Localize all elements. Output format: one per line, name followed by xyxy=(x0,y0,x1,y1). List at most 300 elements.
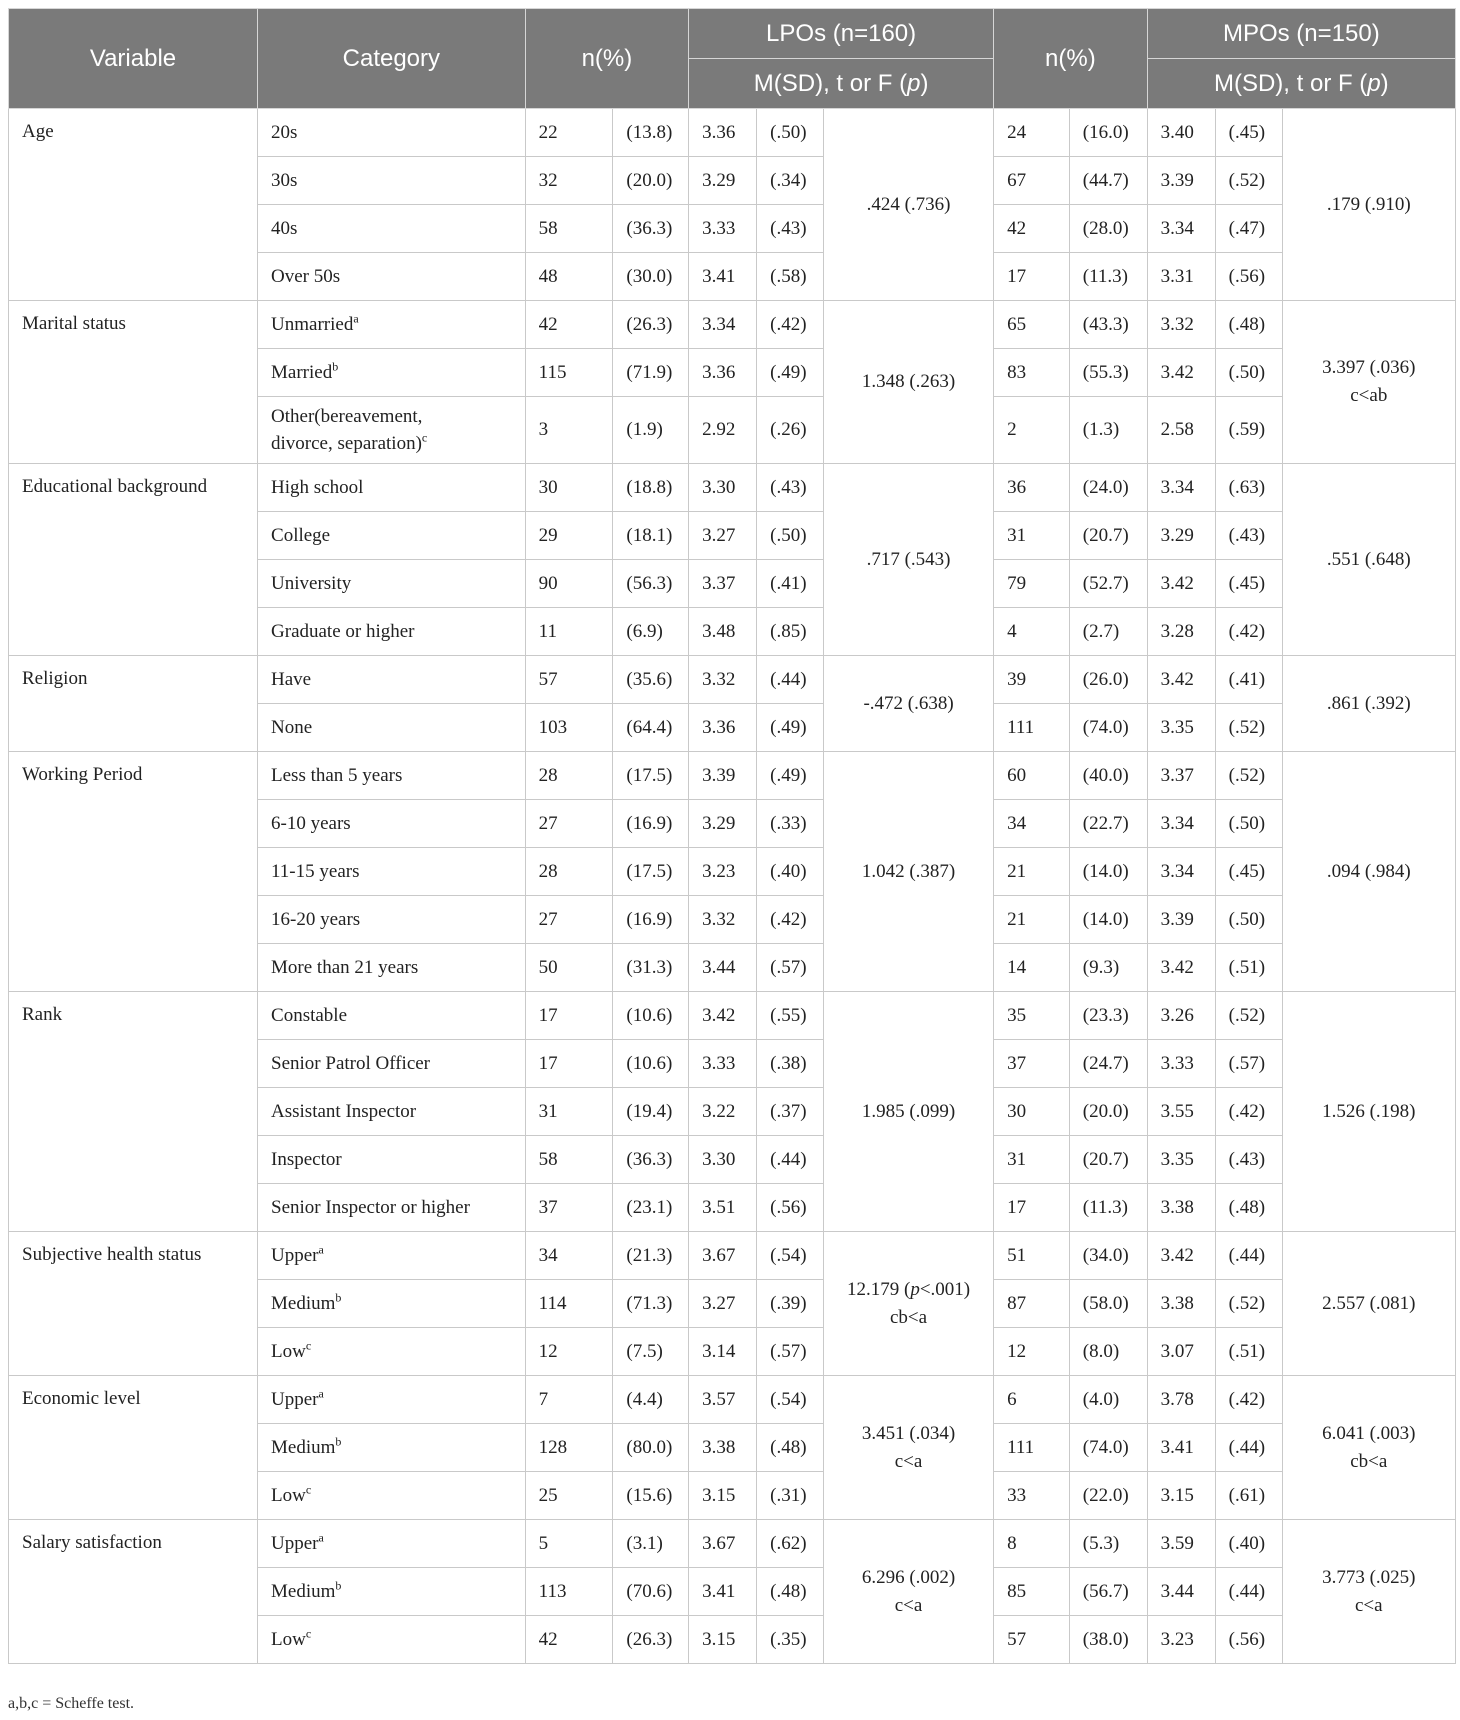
lpo-pct: (21.3) xyxy=(613,1232,689,1280)
mpo-n: 17 xyxy=(994,1184,1070,1232)
lpo-mean: 3.39 xyxy=(689,752,757,800)
mpo-test-stat-value: .861 (.392) xyxy=(1326,692,1411,714)
lpo-mean: 3.37 xyxy=(689,560,757,608)
mpo-mean: 3.15 xyxy=(1147,1472,1215,1520)
lpo-pct: (7.5) xyxy=(613,1328,689,1376)
category-text: Medium xyxy=(271,1436,336,1458)
category-text: 20s xyxy=(271,121,298,143)
mpo-sd: (.48) xyxy=(1215,1184,1282,1232)
lpo-pct: (17.5) xyxy=(613,752,689,800)
category-label xyxy=(258,349,526,397)
category-label xyxy=(258,1136,526,1184)
scheffe-group-marker: b xyxy=(332,359,339,374)
category-label xyxy=(258,1040,526,1088)
mpo-pct: (74.0) xyxy=(1069,1424,1147,1472)
mpo-pct: (52.7) xyxy=(1069,560,1147,608)
category-label xyxy=(258,1568,526,1616)
mpo-mean: 3.42 xyxy=(1147,560,1215,608)
category-text: Upper xyxy=(271,1532,319,1554)
mpo-n: 33 xyxy=(994,1472,1070,1520)
mpo-test-stat xyxy=(1282,464,1455,656)
lpo-n: 37 xyxy=(525,1184,613,1232)
lpo-sd: (.48) xyxy=(757,1568,824,1616)
lpo-sd: (.50) xyxy=(757,109,824,157)
variable-name: Rank xyxy=(9,992,258,1232)
mpo-n: 65 xyxy=(994,301,1070,349)
lpo-pct: (36.3) xyxy=(613,1136,689,1184)
lpo-pct: (18.1) xyxy=(613,512,689,560)
mpo-n: 6 xyxy=(994,1376,1070,1424)
lpo-sd: (.49) xyxy=(757,704,824,752)
table-row xyxy=(9,992,1456,1040)
lpo-sd: (.54) xyxy=(757,1232,824,1280)
lpo-test-stat xyxy=(824,656,994,752)
category-text: None xyxy=(271,716,313,738)
header-lpo-stat: M(SD), t or F (p) xyxy=(689,59,994,109)
lpo-sd: (.49) xyxy=(757,349,824,397)
lpo-sd: (.48) xyxy=(757,1424,824,1472)
lpo-sd: (.33) xyxy=(757,800,824,848)
mpo-test-stat-value: .179 (.910) xyxy=(1326,193,1411,215)
mpo-sd: (.50) xyxy=(1215,800,1282,848)
lpo-test-stat-value: .717 (.543) xyxy=(866,548,951,570)
lpo-sd: (.44) xyxy=(757,1136,824,1184)
mpo-pct: (58.0) xyxy=(1069,1280,1147,1328)
category-text: Less than 5 years xyxy=(271,764,403,786)
lpo-sd: (.41) xyxy=(757,560,824,608)
category-text: 30s xyxy=(271,169,298,191)
category-text: Senior Inspector or higher xyxy=(271,1196,470,1218)
category-text: 16-20 years xyxy=(271,908,361,930)
mpo-pct: (11.3) xyxy=(1069,253,1147,301)
table-row xyxy=(9,301,1456,349)
variable-name: Religion xyxy=(9,656,258,752)
mpo-n: 37 xyxy=(994,1040,1070,1088)
header-variable: Variable xyxy=(9,9,258,109)
mpo-mean: 3.38 xyxy=(1147,1184,1215,1232)
lpo-pct: (10.6) xyxy=(613,1040,689,1088)
lpo-mean: 3.33 xyxy=(689,205,757,253)
mpo-n: 39 xyxy=(994,656,1070,704)
variable-name: Salary satisfaction xyxy=(9,1520,258,1664)
mpo-sd: (.61) xyxy=(1215,1472,1282,1520)
category-text: 6-10 years xyxy=(271,812,351,834)
mpo-n: 111 xyxy=(994,1424,1070,1472)
mpo-mean: 3.42 xyxy=(1147,944,1215,992)
scheffe-group-marker: b xyxy=(335,1434,342,1449)
category-text: Medium xyxy=(271,1580,336,1602)
lpo-sd: (.42) xyxy=(757,301,824,349)
lpo-sd: (.34) xyxy=(757,157,824,205)
mpo-mean: 3.35 xyxy=(1147,704,1215,752)
mpo-pct: (44.7) xyxy=(1069,157,1147,205)
category-text: Over 50s xyxy=(271,265,341,287)
mpo-n: 21 xyxy=(994,848,1070,896)
table-container xyxy=(8,8,1456,1664)
scheffe-group-marker: a xyxy=(318,1242,324,1257)
category-text: Have xyxy=(271,668,312,690)
mpo-test-stat xyxy=(1282,752,1455,992)
lpo-test-stat xyxy=(824,992,994,1232)
lpo-sd: (.85) xyxy=(757,608,824,656)
category-label xyxy=(258,1232,526,1280)
mpo-n: 83 xyxy=(994,349,1070,397)
lpo-mean: 3.36 xyxy=(689,704,757,752)
category-label xyxy=(258,301,526,349)
lpo-n: 114 xyxy=(525,1280,613,1328)
lpo-pct: (10.6) xyxy=(613,992,689,1040)
lpo-n: 58 xyxy=(525,1136,613,1184)
lpo-test-stat-value: 1.042 (.387) xyxy=(861,860,956,882)
mpo-sd: (.48) xyxy=(1215,301,1282,349)
mpo-pct: (22.0) xyxy=(1069,1472,1147,1520)
mpo-sd: (.47) xyxy=(1215,205,1282,253)
lpo-pct: (16.9) xyxy=(613,896,689,944)
lpo-test-stat-value: 12.179 (p<.001) xyxy=(846,1278,971,1300)
table-row xyxy=(9,1520,1456,1568)
category-label xyxy=(258,800,526,848)
mpo-pct: (43.3) xyxy=(1069,301,1147,349)
lpo-mean: 3.27 xyxy=(689,512,757,560)
lpo-n: 31 xyxy=(525,1088,613,1136)
header-category: Category xyxy=(258,9,526,109)
mpo-sd: (.44) xyxy=(1215,1568,1282,1616)
lpo-test-stat xyxy=(824,1520,994,1664)
category-text: Inspector xyxy=(271,1148,342,1170)
mpo-pct: (20.7) xyxy=(1069,1136,1147,1184)
lpo-test-stat xyxy=(824,752,994,992)
mpo-mean: 3.31 xyxy=(1147,253,1215,301)
mpo-sd: (.63) xyxy=(1215,464,1282,512)
lpo-pct: (3.1) xyxy=(613,1520,689,1568)
lpo-pct: (26.3) xyxy=(613,1616,689,1664)
mpo-sd: (.43) xyxy=(1215,1136,1282,1184)
lpo-n: 27 xyxy=(525,800,613,848)
mpo-mean: 3.37 xyxy=(1147,752,1215,800)
lpo-sd: (.35) xyxy=(757,1616,824,1664)
lpo-mean: 3.36 xyxy=(689,109,757,157)
category-label xyxy=(258,560,526,608)
mpo-test-stat-posthoc: cb<a xyxy=(1350,1450,1388,1472)
lpo-n: 29 xyxy=(525,512,613,560)
mpo-mean: 3.32 xyxy=(1147,301,1215,349)
lpo-pct: (30.0) xyxy=(613,253,689,301)
lpo-pct: (56.3) xyxy=(613,560,689,608)
lpo-test-stat xyxy=(824,301,994,464)
lpo-n: 58 xyxy=(525,205,613,253)
footnote: a,b,c = Scheffe test. xyxy=(8,1695,135,1712)
mpo-pct: (14.0) xyxy=(1069,848,1147,896)
mpo-n: 2 xyxy=(994,397,1070,464)
mpo-test-stat xyxy=(1282,1376,1455,1520)
lpo-pct: (15.6) xyxy=(613,1472,689,1520)
mpo-pct: (28.0) xyxy=(1069,205,1147,253)
mpo-mean: 3.55 xyxy=(1147,1088,1215,1136)
lpo-n: 5 xyxy=(525,1520,613,1568)
category-label xyxy=(258,205,526,253)
mpo-pct: (56.7) xyxy=(1069,1568,1147,1616)
mpo-test-stat xyxy=(1282,1232,1455,1376)
lpo-mean: 3.41 xyxy=(689,1568,757,1616)
lpo-test-stat-value: 3.451 (.034) xyxy=(861,1422,956,1444)
lpo-sd: (.43) xyxy=(757,205,824,253)
lpo-n: 28 xyxy=(525,752,613,800)
header-mpo-n-pct: n(%) xyxy=(994,9,1148,109)
category-text-line2: divorce, separation) xyxy=(271,433,422,454)
mpo-sd: (.51) xyxy=(1215,1328,1282,1376)
mpo-n: 17 xyxy=(994,253,1070,301)
lpo-n: 28 xyxy=(525,848,613,896)
lpo-mean: 3.32 xyxy=(689,896,757,944)
mpo-mean: 3.29 xyxy=(1147,512,1215,560)
lpo-pct: (71.9) xyxy=(613,349,689,397)
lpo-sd: (.58) xyxy=(757,253,824,301)
lpo-n: 30 xyxy=(525,464,613,512)
mpo-n: 30 xyxy=(994,1088,1070,1136)
mpo-sd: (.45) xyxy=(1215,109,1282,157)
mpo-sd: (.56) xyxy=(1215,1616,1282,1664)
mpo-test-stat-posthoc: c<ab xyxy=(1350,385,1388,406)
lpo-pct: (26.3) xyxy=(613,301,689,349)
category-text: Upper xyxy=(271,1244,319,1266)
mpo-n: 35 xyxy=(994,992,1070,1040)
lpo-n: 22 xyxy=(525,109,613,157)
mpo-pct: (8.0) xyxy=(1069,1328,1147,1376)
mpo-pct: (11.3) xyxy=(1069,1184,1147,1232)
mpo-pct: (20.7) xyxy=(1069,512,1147,560)
category-text: High school xyxy=(271,476,364,498)
lpo-pct: (71.3) xyxy=(613,1280,689,1328)
lpo-test-stat xyxy=(824,1376,994,1520)
lpo-n: 115 xyxy=(525,349,613,397)
lpo-mean: 3.67 xyxy=(689,1520,757,1568)
mpo-mean: 3.34 xyxy=(1147,848,1215,896)
mpo-test-stat xyxy=(1282,109,1455,301)
mpo-sd: (.52) xyxy=(1215,992,1282,1040)
header-mpo-group: MPOs (n=150) xyxy=(1147,9,1455,59)
category-text: Medium xyxy=(271,1292,336,1314)
mpo-mean: 3.78 xyxy=(1147,1376,1215,1424)
mpo-sd: (.52) xyxy=(1215,752,1282,800)
lpo-mean: 3.36 xyxy=(689,349,757,397)
lpo-mean: 3.44 xyxy=(689,944,757,992)
category-label xyxy=(258,253,526,301)
mpo-mean: 3.34 xyxy=(1147,464,1215,512)
lpo-sd: (.38) xyxy=(757,1040,824,1088)
mpo-n: 8 xyxy=(994,1520,1070,1568)
lpo-pct: (13.8) xyxy=(613,109,689,157)
lpo-test-stat-value: .424 (.736) xyxy=(866,193,951,215)
mpo-mean: 3.41 xyxy=(1147,1424,1215,1472)
lpo-mean: 3.30 xyxy=(689,1136,757,1184)
lpo-sd: (.57) xyxy=(757,1328,824,1376)
variable-name: Educational background xyxy=(9,464,258,656)
lpo-pct: (31.3) xyxy=(613,944,689,992)
mpo-sd: (.57) xyxy=(1215,1040,1282,1088)
mpo-sd: (.56) xyxy=(1215,253,1282,301)
mpo-test-stat xyxy=(1282,301,1455,464)
category-label xyxy=(258,1184,526,1232)
lpo-mean: 3.29 xyxy=(689,800,757,848)
category-text: Other(bereavement, xyxy=(271,406,423,427)
mpo-pct: (4.0) xyxy=(1069,1376,1147,1424)
scheffe-group-marker: c xyxy=(305,1338,312,1353)
lpo-test-stat-posthoc: c<a xyxy=(894,1450,923,1472)
mpo-n: 57 xyxy=(994,1616,1070,1664)
mpo-pct: (34.0) xyxy=(1069,1232,1147,1280)
category-label xyxy=(258,656,526,704)
mpo-sd: (.42) xyxy=(1215,1088,1282,1136)
lpo-test-stat-value: -.472 (.638) xyxy=(863,692,954,714)
lpo-n: 50 xyxy=(525,944,613,992)
mpo-mean: 3.23 xyxy=(1147,1616,1215,1664)
lpo-test-stat-value: 1.985 (.099) xyxy=(861,1100,956,1122)
mpo-pct: (23.3) xyxy=(1069,992,1147,1040)
mpo-n: 36 xyxy=(994,464,1070,512)
lpo-pct: (70.6) xyxy=(613,1568,689,1616)
mpo-test-stat-value: .551 (.648) xyxy=(1326,548,1411,570)
mpo-sd: (.52) xyxy=(1215,704,1282,752)
category-text: Unmarried xyxy=(271,313,354,335)
category-label xyxy=(258,109,526,157)
category-label xyxy=(258,1520,526,1568)
lpo-n: 42 xyxy=(525,301,613,349)
lpo-mean: 3.33 xyxy=(689,1040,757,1088)
category-label xyxy=(258,397,526,464)
lpo-mean: 3.57 xyxy=(689,1376,757,1424)
mpo-n: 60 xyxy=(994,752,1070,800)
category-label xyxy=(258,1616,526,1664)
lpo-pct: (16.9) xyxy=(613,800,689,848)
mpo-sd: (.41) xyxy=(1215,656,1282,704)
category-text: Graduate or higher xyxy=(271,620,415,642)
lpo-mean: 3.14 xyxy=(689,1328,757,1376)
header-row-1 xyxy=(9,9,1456,59)
mpo-test-stat xyxy=(1282,656,1455,752)
lpo-sd: (.55) xyxy=(757,992,824,1040)
table-row xyxy=(9,656,1456,704)
mpo-sd: (.40) xyxy=(1215,1520,1282,1568)
category-label xyxy=(258,704,526,752)
category-text: 40s xyxy=(271,217,298,239)
mpo-sd: (.44) xyxy=(1215,1424,1282,1472)
lpo-pct: (35.6) xyxy=(613,656,689,704)
mpo-mean: 3.39 xyxy=(1147,157,1215,205)
mpo-mean: 3.34 xyxy=(1147,800,1215,848)
variable-name: Subjective health status xyxy=(9,1232,258,1376)
mpo-test-stat-posthoc: c<a xyxy=(1354,1594,1383,1616)
header-mpo-stat: M(SD), t or F (p) xyxy=(1147,59,1455,109)
mpo-test-stat-value: .094 (.984) xyxy=(1326,860,1411,882)
mpo-pct: (55.3) xyxy=(1069,349,1147,397)
lpo-mean: 3.23 xyxy=(689,848,757,896)
mpo-n: 67 xyxy=(994,157,1070,205)
mpo-sd: (.59) xyxy=(1215,397,1282,464)
mpo-test-stat-value: 3.397 (.036) xyxy=(1322,357,1416,378)
category-label xyxy=(258,752,526,800)
lpo-pct: (6.9) xyxy=(613,608,689,656)
lpo-pct: (4.4) xyxy=(613,1376,689,1424)
lpo-pct: (23.1) xyxy=(613,1184,689,1232)
mpo-test-stat xyxy=(1282,1520,1455,1664)
mpo-test-stat-value: 2.557 (.081) xyxy=(1322,1292,1416,1314)
table-row xyxy=(9,1376,1456,1424)
lpo-n: 34 xyxy=(525,1232,613,1280)
mpo-mean: 3.38 xyxy=(1147,1280,1215,1328)
category-text: Assistant Inspector xyxy=(271,1100,417,1122)
lpo-mean: 3.30 xyxy=(689,464,757,512)
mpo-mean: 3.40 xyxy=(1147,109,1215,157)
lpo-mean: 3.27 xyxy=(689,1280,757,1328)
mpo-mean: 3.28 xyxy=(1147,608,1215,656)
mpo-n: 24 xyxy=(994,109,1070,157)
mpo-test-stat-value: 1.526 (.198) xyxy=(1322,1100,1416,1122)
category-text: Senior Patrol Officer xyxy=(271,1052,431,1074)
category-label xyxy=(258,1328,526,1376)
lpo-sd: (.57) xyxy=(757,944,824,992)
mpo-sd: (.52) xyxy=(1215,1280,1282,1328)
mpo-pct: (14.0) xyxy=(1069,896,1147,944)
lpo-mean: 3.41 xyxy=(689,253,757,301)
category-label xyxy=(258,464,526,512)
category-label xyxy=(258,1472,526,1520)
variable-name: Economic level xyxy=(9,1376,258,1520)
lpo-n: 42 xyxy=(525,1616,613,1664)
mpo-n: 87 xyxy=(994,1280,1070,1328)
category-label xyxy=(258,157,526,205)
mpo-n: 34 xyxy=(994,800,1070,848)
lpo-n: 32 xyxy=(525,157,613,205)
lpo-sd: (.31) xyxy=(757,1472,824,1520)
lpo-sd: (.50) xyxy=(757,512,824,560)
lpo-pct: (80.0) xyxy=(613,1424,689,1472)
mpo-mean: 3.26 xyxy=(1147,992,1215,1040)
mpo-pct: (20.0) xyxy=(1069,1088,1147,1136)
lpo-pct: (17.5) xyxy=(613,848,689,896)
lpo-n: 48 xyxy=(525,253,613,301)
lpo-test-stat-value: 6.296 (.002) xyxy=(861,1566,956,1588)
header-lpo-group: LPOs (n=160) xyxy=(689,9,994,59)
mpo-n: 85 xyxy=(994,1568,1070,1616)
lpo-mean: 3.48 xyxy=(689,608,757,656)
mpo-pct: (1.3) xyxy=(1069,397,1147,464)
category-label xyxy=(258,1376,526,1424)
lpo-n: 17 xyxy=(525,1040,613,1088)
mpo-sd: (.44) xyxy=(1215,1232,1282,1280)
lpo-sd: (.49) xyxy=(757,752,824,800)
lpo-mean: 3.67 xyxy=(689,1232,757,1280)
scheffe-group-marker: b xyxy=(335,1290,342,1305)
mpo-n: 31 xyxy=(994,512,1070,560)
lpo-test-stat-posthoc: c<a xyxy=(894,1594,923,1616)
category-text: 11-15 years xyxy=(271,860,360,882)
mpo-mean: 3.42 xyxy=(1147,349,1215,397)
category-label xyxy=(258,896,526,944)
lpo-n: 90 xyxy=(525,560,613,608)
mpo-pct: (16.0) xyxy=(1069,109,1147,157)
lpo-test-stat-posthoc: cb<a xyxy=(890,1306,928,1328)
lpo-pct: (1.9) xyxy=(613,397,689,464)
mpo-test-stat-value: 3.773 (.025) xyxy=(1322,1566,1416,1588)
lpo-n: 113 xyxy=(525,1568,613,1616)
lpo-sd: (.62) xyxy=(757,1520,824,1568)
category-label xyxy=(258,608,526,656)
lpo-mean: 3.38 xyxy=(689,1424,757,1472)
mpo-mean: 3.39 xyxy=(1147,896,1215,944)
lpo-mean: 3.29 xyxy=(689,157,757,205)
lpo-n: 12 xyxy=(525,1328,613,1376)
lpo-mean: 3.32 xyxy=(689,656,757,704)
